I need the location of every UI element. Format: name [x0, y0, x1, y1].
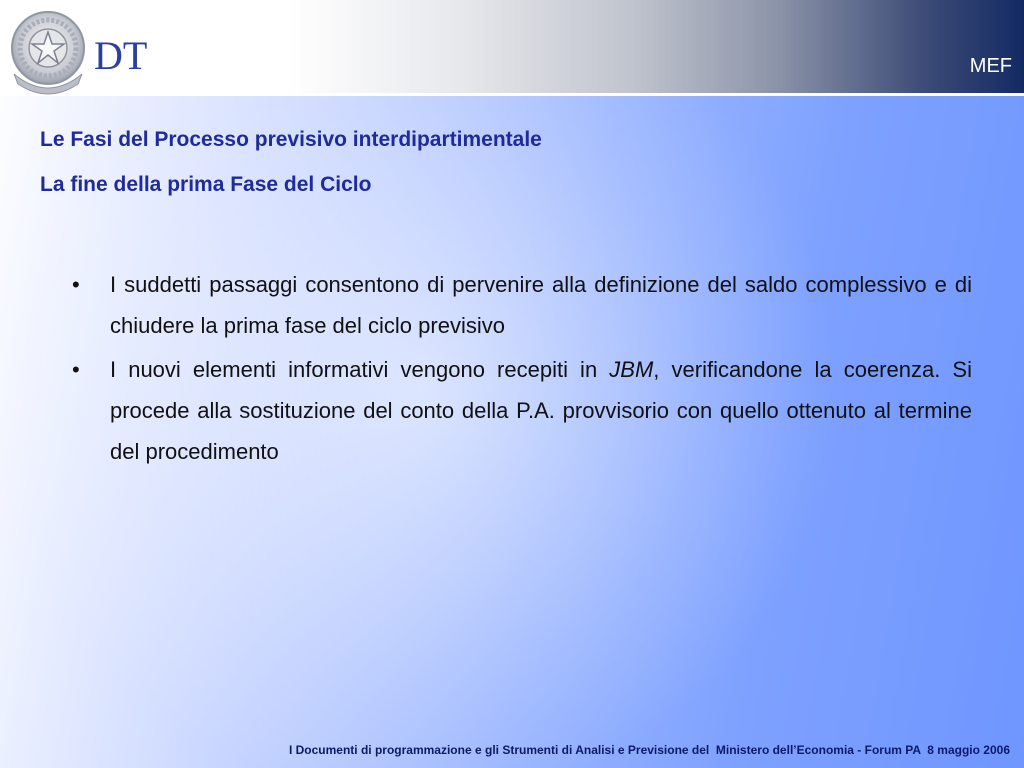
bullet-marker: • — [72, 357, 80, 382]
bullet-text-before: I nuovi elementi informativi vengono recepiti in — [110, 357, 610, 382]
ministry-label: MEF — [969, 55, 1012, 77]
logo-text: DT — [94, 33, 148, 78]
footer-text: I Documenti di programmazione e gli Strumenti di Analisi e Previsione del Ministero dell’Economia - Forum PA 8 maggio 2006 — [288, 743, 1010, 757]
slide-subtitle: La fine della prima Fase del Ciclo — [40, 173, 372, 196]
bullet-item — [72, 349, 972, 472]
bullet-list — [72, 264, 972, 475]
bullet-marker: • — [72, 272, 80, 297]
bullet-emphasis: JBM — [609, 357, 654, 382]
slide-title: Le Fasi del Processo previsivo interdipartimentale — [40, 128, 542, 151]
bullet-text: I suddetti passaggi consentono di pervenire alla definizione del saldo complessivo e di chiudere la prima fase del ciclo previsivo — [110, 272, 972, 338]
header-bar — [0, 0, 1024, 93]
header-divider — [0, 93, 1024, 96]
bullet-text-after: , verificandone la coerenza. Si procede alla sostituzione del conto della P.A. provvisorio con quello ottenuto al termine del procedimento — [110, 357, 972, 464]
bullet-item — [72, 264, 972, 346]
italian-republic-emblem-icon — [2, 4, 94, 98]
